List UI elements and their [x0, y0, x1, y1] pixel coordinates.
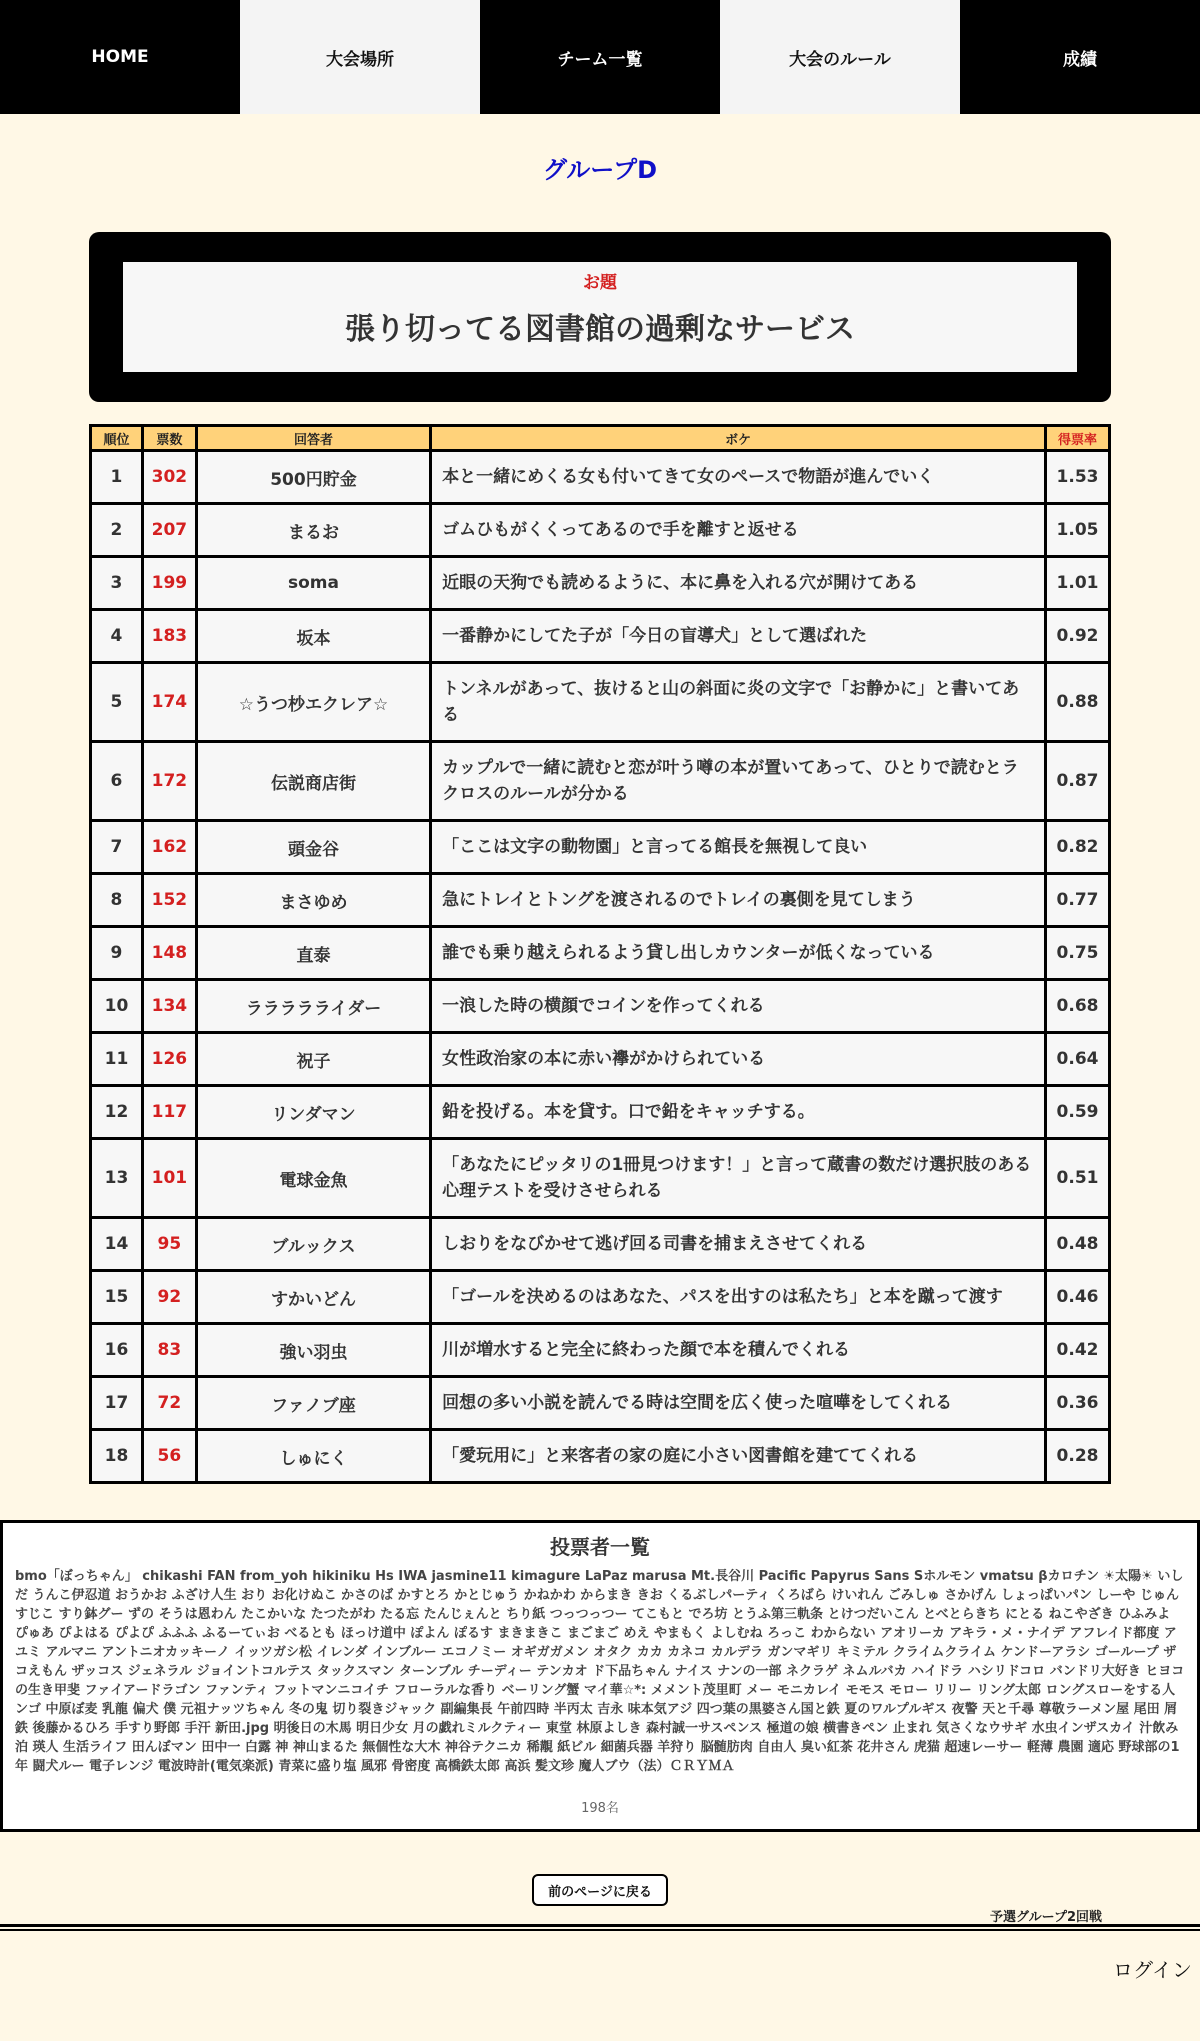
group-title: グループD [542, 156, 657, 184]
rate-cell: 0.51 [1046, 1139, 1110, 1218]
rank-cell: 9 [91, 927, 143, 980]
table-row [91, 1271, 1110, 1324]
name-cell: 頭金谷 [196, 821, 430, 874]
rate-cell: 0.42 [1046, 1324, 1110, 1377]
table-row [91, 451, 1110, 504]
rate-cell: 0.28 [1046, 1430, 1110, 1483]
header-boke: ボケ [431, 426, 1046, 451]
rate-cell: 1.53 [1046, 451, 1110, 504]
votes-cell: 134 [142, 980, 196, 1033]
name-cell: 坂本 [196, 610, 430, 663]
voters-count: 198名 [581, 1801, 619, 1816]
rank-cell: 10 [91, 980, 143, 1033]
footer-caption: 予選グループ2回戦 [990, 1910, 1103, 1925]
table-row [91, 557, 1110, 610]
rate-cell: 0.46 [1046, 1271, 1110, 1324]
rank-cell: 17 [91, 1377, 143, 1430]
back-button[interactable]: 前のページに戻る [532, 1874, 668, 1906]
votes-cell: 83 [142, 1324, 196, 1377]
rank-cell: 1 [91, 451, 143, 504]
name-cell: 直泰 [196, 927, 430, 980]
rank-cell: 7 [91, 821, 143, 874]
name-cell: しゅにく [196, 1430, 430, 1483]
rank-cell: 16 [91, 1324, 143, 1377]
rank-cell: 8 [91, 874, 143, 927]
name-cell: まるお [196, 504, 430, 557]
rate-cell: 0.92 [1046, 610, 1110, 663]
nav-results[interactable]: 成績 [960, 0, 1200, 114]
nav-venue[interactable]: 大会場所 [240, 0, 480, 114]
votes-cell: 207 [142, 504, 196, 557]
votes-cell: 95 [142, 1218, 196, 1271]
votes-cell: 174 [142, 663, 196, 742]
name-cell: ☆うつ杪エクレア☆ [196, 663, 430, 742]
rate-cell: 0.64 [1046, 1033, 1110, 1086]
boke-cell: トンネルがあって、抜けると山の斜面に炎の文字で「お静かに」と書いてある [431, 663, 1046, 742]
rank-cell: 3 [91, 557, 143, 610]
votes-cell: 152 [142, 874, 196, 927]
name-cell: まさゆめ [196, 874, 430, 927]
topic-text: 張り切ってる図書館の過剰なサービス [345, 312, 855, 347]
rate-cell: 0.87 [1046, 742, 1110, 821]
name-cell: ブルックス [196, 1218, 430, 1271]
rank-cell: 11 [91, 1033, 143, 1086]
table-row [91, 927, 1110, 980]
rank-cell: 14 [91, 1218, 143, 1271]
table-row [91, 1377, 1110, 1430]
voters-title: 投票者一覧 [550, 1535, 650, 1559]
table-row [91, 821, 1110, 874]
table-row [91, 1430, 1110, 1483]
table-row [91, 1139, 1110, 1218]
top-nav [0, 0, 1200, 114]
rate-cell: 0.48 [1046, 1218, 1110, 1271]
table-row [91, 980, 1110, 1033]
votes-cell: 101 [142, 1139, 196, 1218]
name-cell: 500円貯金 [196, 451, 430, 504]
table-row [91, 1033, 1110, 1086]
login-link[interactable]: ログイン [1113, 1958, 1192, 1982]
name-cell: ララララライダー [196, 980, 430, 1033]
boke-cell: 「愛玩用に」と来客者の家の庭に小さい図書館を建ててくれる [431, 1430, 1046, 1483]
boke-cell: 女性政治家の本に赤い襷がかけられている [431, 1033, 1046, 1086]
table-header-row [91, 426, 1110, 451]
boke-cell: 急にトレイとトングを渡されるのでトレイの裏側を見てしまう [431, 874, 1046, 927]
name-cell: 伝説商店街 [196, 742, 430, 821]
footer-divider [0, 1924, 1200, 1927]
header-votes: 票数 [142, 426, 196, 451]
votes-cell: 148 [142, 927, 196, 980]
nav-home[interactable]: HOME [0, 0, 240, 114]
name-cell: 強い羽虫 [196, 1324, 430, 1377]
table-row [91, 1324, 1110, 1377]
nav-rules[interactable]: 大会のルール [720, 0, 960, 114]
rank-cell: 2 [91, 504, 143, 557]
rank-cell: 13 [91, 1139, 143, 1218]
votes-cell: 92 [142, 1271, 196, 1324]
bottom-bar [0, 1930, 1200, 2041]
boke-cell: 「ここは文字の動物園」と言ってる館長を無視して良い [431, 821, 1046, 874]
table-row [91, 1218, 1110, 1271]
results-table [89, 424, 1111, 1484]
boke-cell: 「あなたにピッタリの1冊見つけます！」と言って蔵書の数だけ選択肢のある心理テストを受けさせられる [431, 1139, 1046, 1218]
votes-cell: 72 [142, 1377, 196, 1430]
table-row [91, 663, 1110, 742]
rank-cell: 12 [91, 1086, 143, 1139]
name-cell: 祝子 [196, 1033, 430, 1086]
boke-cell: 本と一緒にめくる女も付いてきて女のペースで物語が進んでいく [431, 451, 1046, 504]
voters-list: bmo「ぼっちゃん」 chikashi FAN from_yoh hikiniku Hs IWA jasmine11 kimagure LaPaz marusa Mt.長谷川 Pacific Papyrus Sans Sホルモン vmatsu βカロチン ☀太陽☀ いしだ うんこ伊忍道 おうかお ふざけ人生 おり お化けぬこ かさのば かすとろ かとじゅう かねかわ からまき きお くるぶしパーティ くろばら けいれん ごみしゅ さかげん しょっぱいパン しーや じゅん すじこ すり鉢グー ずの そうは恩わん たこかいな たつたがわ たる忘 たんじぇんと ちり紙 つっつっつー てこもと でろ坊 とうふ第三軌条 とけつだいこん とべとらきち にとる ねこやざき ひふみよ ぴゅあ ぴよはる ぴよぴ ふふふ ふるーてぃお べるとも ほっけ道中 ぽよん ぽるす まきまきこ まごまご めえ やまもく よしむね ろっこ わからない アオリーカ アキラ・メ・ナイデ アフレイド都度 アユミ アルマニ アントニオカッキーノ イッツガシ松 イレンダ インブルー エコノミー オギガガメン オタク カカ カネコ カルデラ ガンマギリ キミテル クライムクライム ケンドーアラシ ゴーループ ザコえもん ザッコス ジェネラル ジョイントコルテス タックスマン ターンブル チーディー テンカオ ド下品ちゃん ナイス ナンの一部 ネクラゲ ネムルバカ ハイドラ ハシリドコロ バンドリ大好き ヒヨコの生き甲斐 ファイアードラゴン ファンティ フットマンニコイチ フローラルな香り ベーリング蟹 マイ華☆*: メメント茂里町 メー モニカレイ モモス モロー リリー リング太郎 ロングスローをする人 ンゴ 中原ぼ麦 乳龍 偏犬 僕 元祖ナッツちゃん 冬の鬼 切り裂きジャック 副編集長 午前四時 半丙太 吉永 味本気アジ 四つ葉の黒婆さん国と鉄 夏のワルプルギス 夜警 天と千尋 尊敬ラーメン屋 尾田 屑鉄 後藤かるひろ 手すり野郎 手汗 新田.jpg 明後日の木馬 明日少女 月の戯れミルクティー 東堂 林原よしき 森村誠一サスペンス 極道の娘 横書きペン 止まれ 気さくなウサギ 水虫インザスカイ 汁飲み 泊 瑛人 生活ライフ 田んぼマン 田中一 白露 神 神山まるた 無個性な大木 神谷テクニカ 稀覯 紙ビル 細菌兵器 羊狩り 脳髄肪肉 自由人 臭い紅茶 花井さん 虎猫 超速レーサー 軽薄 農園 適応 野球部の1年 闘犬ルー 電子レンジ 電波時計(電気楽派) 青菜に盛り塩 風邪 骨密度 高橋鉄太郎 高浜 髪文珍 魔人ブウ（法）ＣＲＹＭＡ [15, 1569, 1185, 1774]
votes-cell: 302 [142, 451, 196, 504]
topic-inner [123, 262, 1077, 372]
rank-cell: 6 [91, 742, 143, 821]
table-row [91, 874, 1110, 927]
header-name: 回答者 [196, 426, 430, 451]
votes-cell: 117 [142, 1086, 196, 1139]
rank-cell: 5 [91, 663, 143, 742]
votes-cell: 126 [142, 1033, 196, 1086]
boke-cell: 一浪した時の横顔でコインを作ってくれる [431, 980, 1046, 1033]
rank-cell: 4 [91, 610, 143, 663]
nav-teams[interactable]: チーム一覧 [480, 0, 720, 114]
name-cell: soma [196, 557, 430, 610]
boke-cell: カップルで一緒に読むと恋が叶う噂の本が置いてあって、ひとりで読むとラクロスのルールが分かる [431, 742, 1046, 821]
voters-panel [0, 1520, 1200, 1832]
header-rank: 順位 [91, 426, 143, 451]
table-row [91, 504, 1110, 557]
topic-label: お題 [583, 273, 617, 293]
rate-cell: 0.88 [1046, 663, 1110, 742]
boke-cell: 誰でも乗り越えられるよう貸し出しカウンターが低くなっている [431, 927, 1046, 980]
name-cell: 電球金魚 [196, 1139, 430, 1218]
name-cell: ファノブ座 [196, 1377, 430, 1430]
topic-panel [89, 232, 1111, 402]
votes-cell: 199 [142, 557, 196, 610]
rank-cell: 18 [91, 1430, 143, 1483]
boke-cell: 川が増水すると完全に終わった顔で本を積んでくれる [431, 1324, 1046, 1377]
rate-cell: 1.05 [1046, 504, 1110, 557]
votes-cell: 172 [142, 742, 196, 821]
rate-cell: 0.77 [1046, 874, 1110, 927]
rate-cell: 0.75 [1046, 927, 1110, 980]
boke-cell: 近眼の天狗でも読めるように、本に鼻を入れる穴が開けてある [431, 557, 1046, 610]
table-row [91, 1086, 1110, 1139]
rate-cell: 0.82 [1046, 821, 1110, 874]
votes-cell: 183 [142, 610, 196, 663]
rate-cell: 1.01 [1046, 557, 1110, 610]
rate-cell: 0.59 [1046, 1086, 1110, 1139]
boke-cell: ゴムひもがくくってあるので手を離すと返せる [431, 504, 1046, 557]
boke-cell: 「ゴールを決めるのはあなた、パスを出すのは私たち」と本を蹴って渡す [431, 1271, 1046, 1324]
name-cell: リンダマン [196, 1086, 430, 1139]
boke-cell: 一番静かにしてた子が「今日の盲導犬」として選ばれた [431, 610, 1046, 663]
table-row [91, 610, 1110, 663]
rate-cell: 0.68 [1046, 980, 1110, 1033]
name-cell: すかいどん [196, 1271, 430, 1324]
boke-cell: しおりをなびかせて逃げ回る司書を捕まえさせてくれる [431, 1218, 1046, 1271]
table-row [91, 742, 1110, 821]
rank-cell: 15 [91, 1271, 143, 1324]
boke-cell: 鉛を投げる。本を貸す。口で鉛をキャッチする。 [431, 1086, 1046, 1139]
votes-cell: 162 [142, 821, 196, 874]
rate-cell: 0.36 [1046, 1377, 1110, 1430]
votes-cell: 56 [142, 1430, 196, 1483]
header-rate: 得票率 [1046, 426, 1110, 451]
boke-cell: 回想の多い小説を読んでる時は空間を広く使った喧嘩をしてくれる [431, 1377, 1046, 1430]
